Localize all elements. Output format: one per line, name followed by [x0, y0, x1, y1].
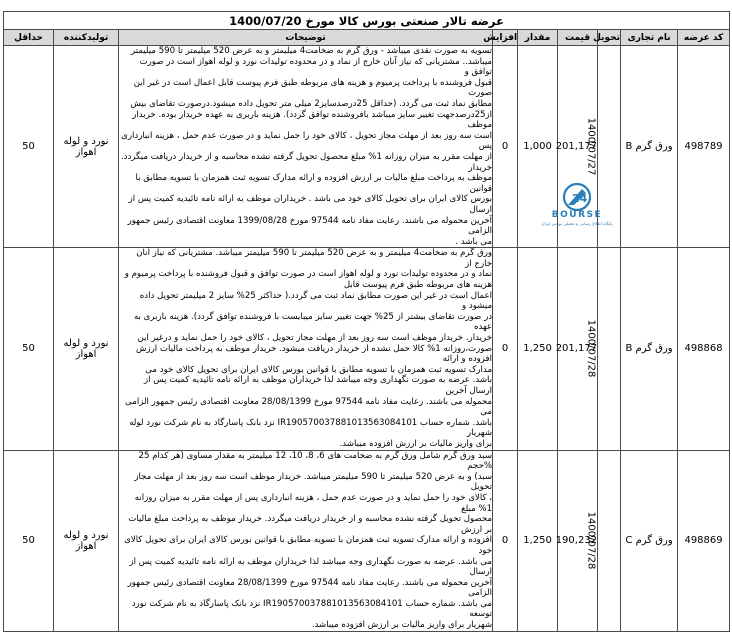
table-title: عرضه تالار صنعتی بورس کالا مورخ 1400/07/20 [4, 12, 730, 30]
cell-code: 498868 [678, 248, 730, 450]
cell-producer: نورد و لوله اهواز [54, 248, 119, 450]
header-amount: مقدار [518, 30, 558, 46]
header-trade-name: نام تجاری [621, 30, 678, 46]
cell-producer: نورد و لوله اهواز [54, 450, 119, 631]
cell-description: تسویه به صورت نقدی میباشد - ورق گرم به ضخامت4 میلیمتر و به عرض 520 میلیمتر تا 590 میلیمتر میباشد.. مشتریانی که نیاز آنان خارج از نماد و در محدوده تولیدات نورد و لوله اهواز است در صورت توافق و قبول فروشنده با پرداخت پرمیوم و هزینه های مربوطه طبق فرم پیوست قابل اعمال است در غیر این صورت مطابق نماد ثبت می گردد. (حداقل 25درصدسایز2 میلی متر تحویل داده میشود.درصورت تقاضای بیش از25درصدجهت تغییر سایز میباشد بافروشنده توافق گردد). هزینه باربری به عهده خریدار بوده. خریدار موظف است سه روز بعد از مهلت مجاز تحویل ، کالای خود را حمل نماید و در صورت عدم حمل ، هزینه انبارداری پس از مهلت مقرر به میزان روزانه 1% مبلغ محصول تحویل گرفته نشده محاسبه و از خریدار دریافت میگردد. خریدار موظف به پرداخت مبلغ مالیات بر ارزش افزوده و ارائه مدارک تسویه ثبت همزمان با تسویه مطابق با قوانین بورس کالای ایران برای تحویل کالای خود می باشد . خریداران موظف به ارائه نامه تائیدیه کمیت پس از ارسال آخرین محموله می باشند. رعایت مفاد نامه 97544 مورخ 1399/08/28 معاونت اقتصادی رئیس جمهور الزامی می باشد . [119, 46, 493, 248]
cell-code: 498789 [678, 46, 730, 248]
svg-text:24: 24 [572, 192, 588, 205]
svg-text:پایگاه اطلاع رسانی و تحلیلی بو: پایگاه اطلاع رسانی و تحلیلی بورس ایران [541, 221, 613, 226]
cell-min: 50 [4, 46, 54, 248]
offer-table [3, 11, 730, 632]
cell-delivery: 1400/07/28 [598, 248, 621, 450]
cell-trade-name: ورق گرم B [621, 248, 678, 450]
header-code: کد عرضه [678, 30, 730, 46]
header-description: توضیحات [119, 30, 493, 46]
cell-trade-name: ورق گرم B [621, 46, 678, 248]
cell-price: 190,232 [558, 450, 598, 631]
cell-amount: 1,250 [518, 248, 558, 450]
cell-min: 50 [4, 450, 54, 631]
cell-delivery: 1400/07/27 [598, 46, 621, 248]
cell-producer: نورد و لوله اهواز [54, 46, 119, 248]
cell-increase: 0 [493, 450, 518, 631]
cell-increase: 0 [493, 248, 518, 450]
svg-text:BOURSE: BOURSE [551, 210, 603, 220]
cell-price: 201,177 [558, 46, 598, 248]
cell-amount: 1,000 [518, 46, 558, 248]
cell-description: ورق گرم به ضخامت4 میلیمتر و به عرض 520 میلیمتر تا 590 میلیمتر میباشد. مشتریانی که نیاز آنان خارج از نماد و در محدوده تولیدات نورد و لوله اهواز است در صورت توافق و قبول فروشنده با پرداخت پرمیوم و هزینه های مربوطه طبق فرم پیوست قابل اعمال است در غیر این صورت مطابق نماد ثبت می گردد.( حداکثر 25% سایز 2 میلیمتر تحویل داده میشود و در صورت تقاضای بیشتر از 25% جهت تغییر سایز میبایست با فروشنده توافق گردد). هزینه باربری به عهده خریدار. خریدار موظف است سه روز بعد از مهلت مجاز تحویل ، کالای خود را حمل نماید و درغیر این صورت،روزانه 1% کالا حمل نشده از خریدار دریافت میشود. خریدار موظف به پرداخت مالیات ارزش افزوده و ارائه مدارک تسویه ثبت همزمان با تسویه مطابق با قوانین بورس کالای ایران برای تحویل کالای خود می باشد. عرضه به صورت نگهداری وجه میباشد لذا خریداران موظف به ارائه نامه تائیدیه کمیت پس از ارسال آخرین محموله می باشند. رعایت مفاد نامه 97544 مورخ 28/08/1399 معاونت اقتصادی رئیس جمهور الزامی می باشد. شماره حساب IR190570037881013563084101 نزد بانک پاسارگاد به نام شرکت نورد لوله شهریار برای واریز مالیات بر ارزش افزوده میباشد. [119, 248, 493, 450]
bourse24-logo [520, 183, 634, 227]
cell-increase: 0 [493, 46, 518, 248]
table-row [4, 450, 730, 631]
cell-description: سبد ورق گرم شامل ورق گرم به ضخامت های 6، 8، 10، 12 میلیمتر به مقدار مساوی (هر کدام 25 %حجم سبد) و به عرض 520 میلیمتر تا 590 میلیمتر میباشد. خریدار موظف است سه روز بعد از مهلت مجاز تحویل ، کالای خود را حمل نماید و در صورت عدم حمل ، هزینه انبارداری پس از مهلت مقرر به میزان روزانه 1% مبلغ محصول تحویل گرفته نشده محاسبه و از خریدار دریافت میگردد. خریدار موظف به پرداخت مبلغ مالیات بر ارزش افزوده و ارائه مدارک تسویه ثبت همزمان با تسویه مطابق با قوانین بورس کالای ایران برای تحویل کالای خود می باشد. عرضه به صورت نگهداری وجه میباشد لذا خریداران موظف به ارائه نامه تائیدیه کمیت پس از ارسال آخرین محموله می باشند. رعایت مفاد نامه 97544 مورخ 28/08/1399 معاونت اقتصادی رئیس جمهور الزامی می باشد. شماره حساب IR190570037881013563084101 نزد بانک پاسارگاد به نام شرکت نورد توسعه شهریار برای واریز مالیات بر ارزش افزوده میباشد. [119, 450, 493, 631]
header-producer: تولیدکننده [54, 30, 119, 46]
cell-code: 498869 [678, 450, 730, 631]
header-increase: افزایش [493, 30, 518, 46]
header-price: قیمت [558, 30, 598, 46]
cell-amount: 1,250 [518, 450, 558, 631]
header-delivery: تحویل [598, 30, 621, 46]
table-row [4, 248, 730, 450]
cell-min: 50 [4, 248, 54, 450]
cell-delivery: 1400/07/28 [598, 450, 621, 631]
cell-price: 201,177 [558, 248, 598, 450]
header-min: حداقل [4, 30, 54, 46]
cell-trade-name: ورق گرم C [621, 450, 678, 631]
